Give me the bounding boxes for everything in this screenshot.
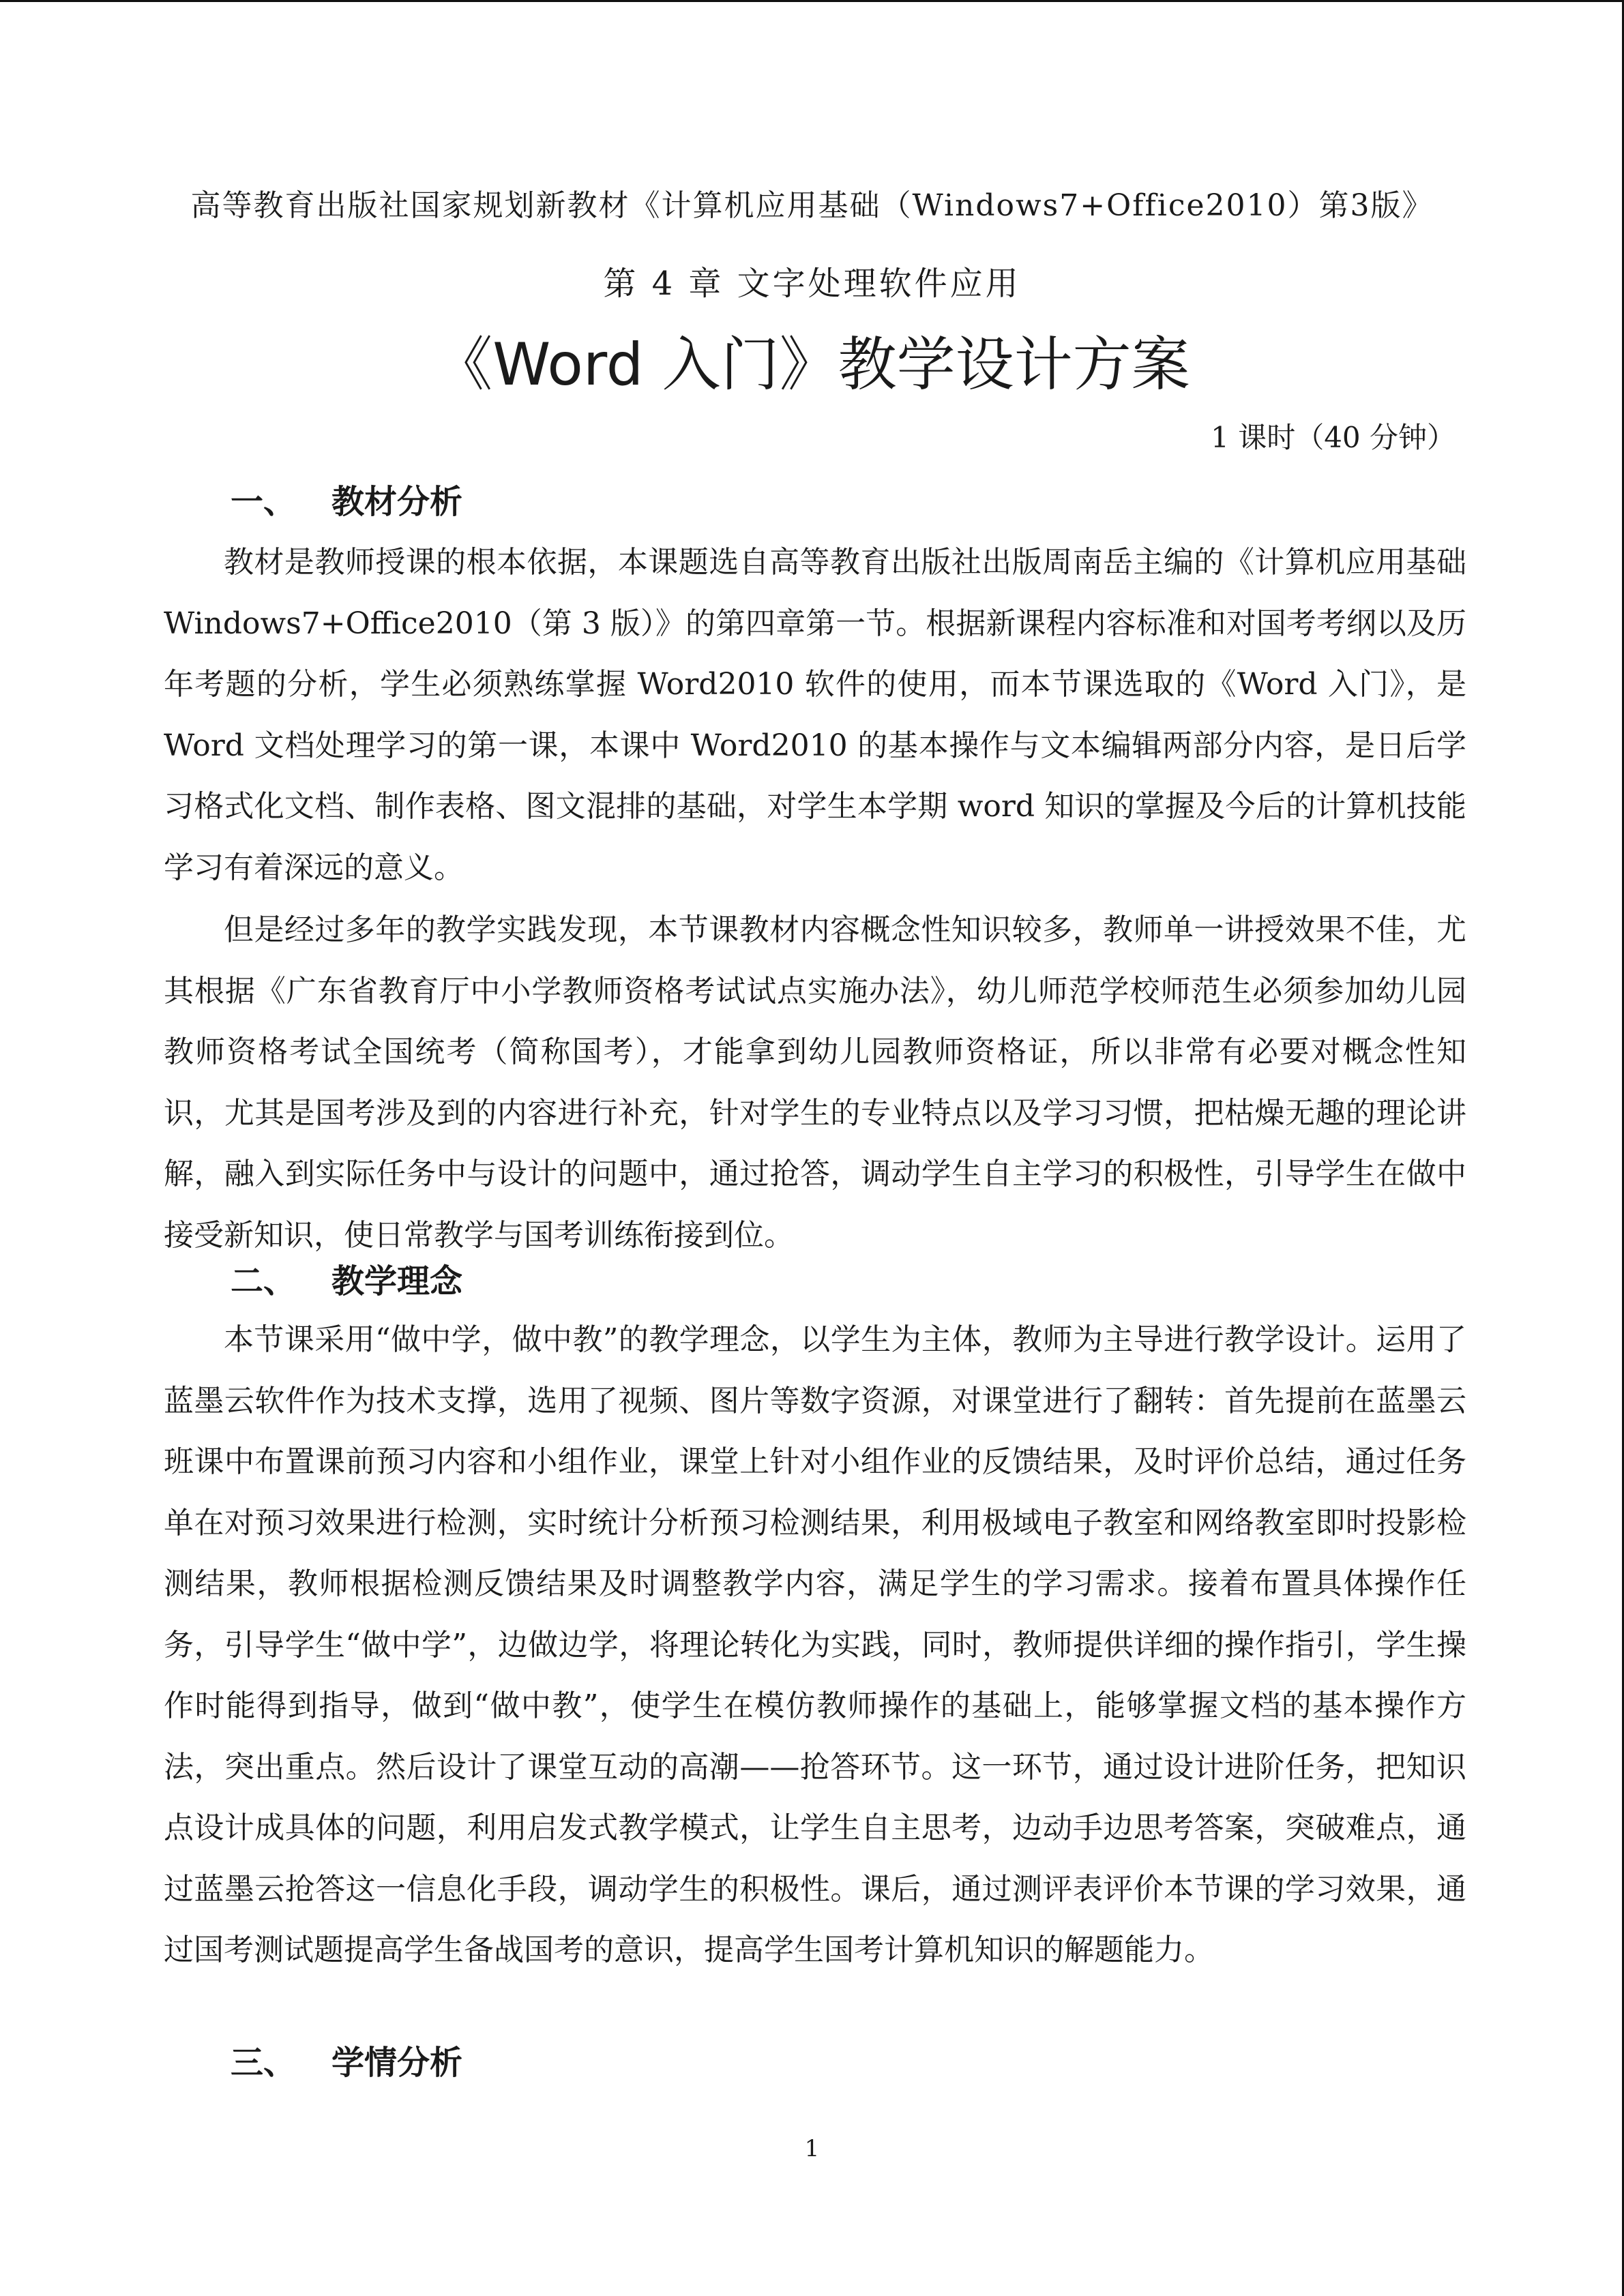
section-number: 三、: [231, 2044, 297, 2082]
section-title: 教材分析: [331, 483, 463, 521]
paragraph: 教材是教师授课的根本依据，本课题选自高等教育出版社出版周南岳主编的《计算机应用基础 Windows7+Office2010（第 3 版）》的第四章第一节。根据新课程内容标准和对国考考纲以及历年考题的分析，学生必须熟练掌握 Word2010 软件的使用，而本节课选取的《Word 入门》，是 Word 文档处理学习的第一课，本课中 Word2010 的基本操作与文本编辑两部分内容，是日后学习格式化文档、制作表格、图文混排的基础，对学生本学期 word 知识的掌握及今后的计算机技能学习有着深远的意义。: [164, 545, 1466, 885]
section-number: 二、: [231, 1262, 297, 1300]
paragraph: 本节课采用“做中学，做中教”的教学理念，以学生为主体，教师为主导进行教学设计。运用了蓝墨云软件作为技术支撑，选用了视频、图片等数字资源，对课堂进行了翻转：首先提前在蓝墨云班课中布置课前预习内容和小组作业，课堂上针对小组作业的反馈结果，及时评价总结，通过任务单在对预习效果进行检测，实时统计分析预习检测结果，利用极域电子教室和网络教室即时投影检测结果，教师根据检测反馈结果及时调整教学内容，满足学生的学习需求。接着布置具体操作任务，引导学生“做中学”，边做边学，将理论转化为实践，同时，教师提供详细的操作指引，学生操作时能得到指导，做到“做中教”，使学生在模仿教师操作的基础上，能够掌握文档的基本操作方法，突出重点。然后设计了课堂互动的高潮——抢答环节。这一环节，通过设计进阶任务，把知识点设计成具体的问题，利用启发式教学模式，让学生自主思考，边动手边思考答案，突破难点，通过蓝墨云抢答这一信息化手段，调动学生的积极性。课后，通过测评表评价本节课的学习效果，通过国考测试题提高学生备战国考的意识，提高学生国考计算机知识的解题能力。: [164, 1322, 1466, 1967]
section-title: 教学理念: [331, 1262, 463, 1300]
section-heading: [231, 2036, 462, 2083]
document-title: 《Word 入门》教学设计方案: [434, 331, 1190, 399]
chapter-title: 第 4 章 文字处理软件应用: [603, 265, 1021, 303]
section-heading: [231, 475, 462, 522]
section-title: 学情分析: [331, 2044, 463, 2082]
paragraph: 但是经过多年的教学实践发现，本节课教材内容概念性知识较多，教师单一讲授效果不佳，尤其根据《广东省教育厅中小学教师资格考试试点实施办法》，幼儿师范学校师范生必须参加幼儿园教师资格考试全国统考（简称国考），才能拿到幼儿园教师资格证，所以非常有必要对概念性知识，尤其是国考涉及到的内容进行补充，针对学生的专业特点以及学习习惯，把枯燥无趣的理论讲解，融入到实际任务中与设计的问题中，通过抢答，调动学生自主学习的积极性，引导学生在做中接受新知识，使日常教学与国考训练衔接到位。: [164, 912, 1466, 1253]
series-title: 高等教育出版社国家规划新教材《计算机应用基础（Windows7+Office2010）第3版》: [190, 188, 1434, 223]
section-number: 一、: [231, 483, 297, 521]
section-heading: [231, 1255, 462, 1302]
lesson-duration: 1 课时（40 分钟）: [1211, 421, 1456, 454]
page-number: 1: [804, 2135, 820, 2162]
